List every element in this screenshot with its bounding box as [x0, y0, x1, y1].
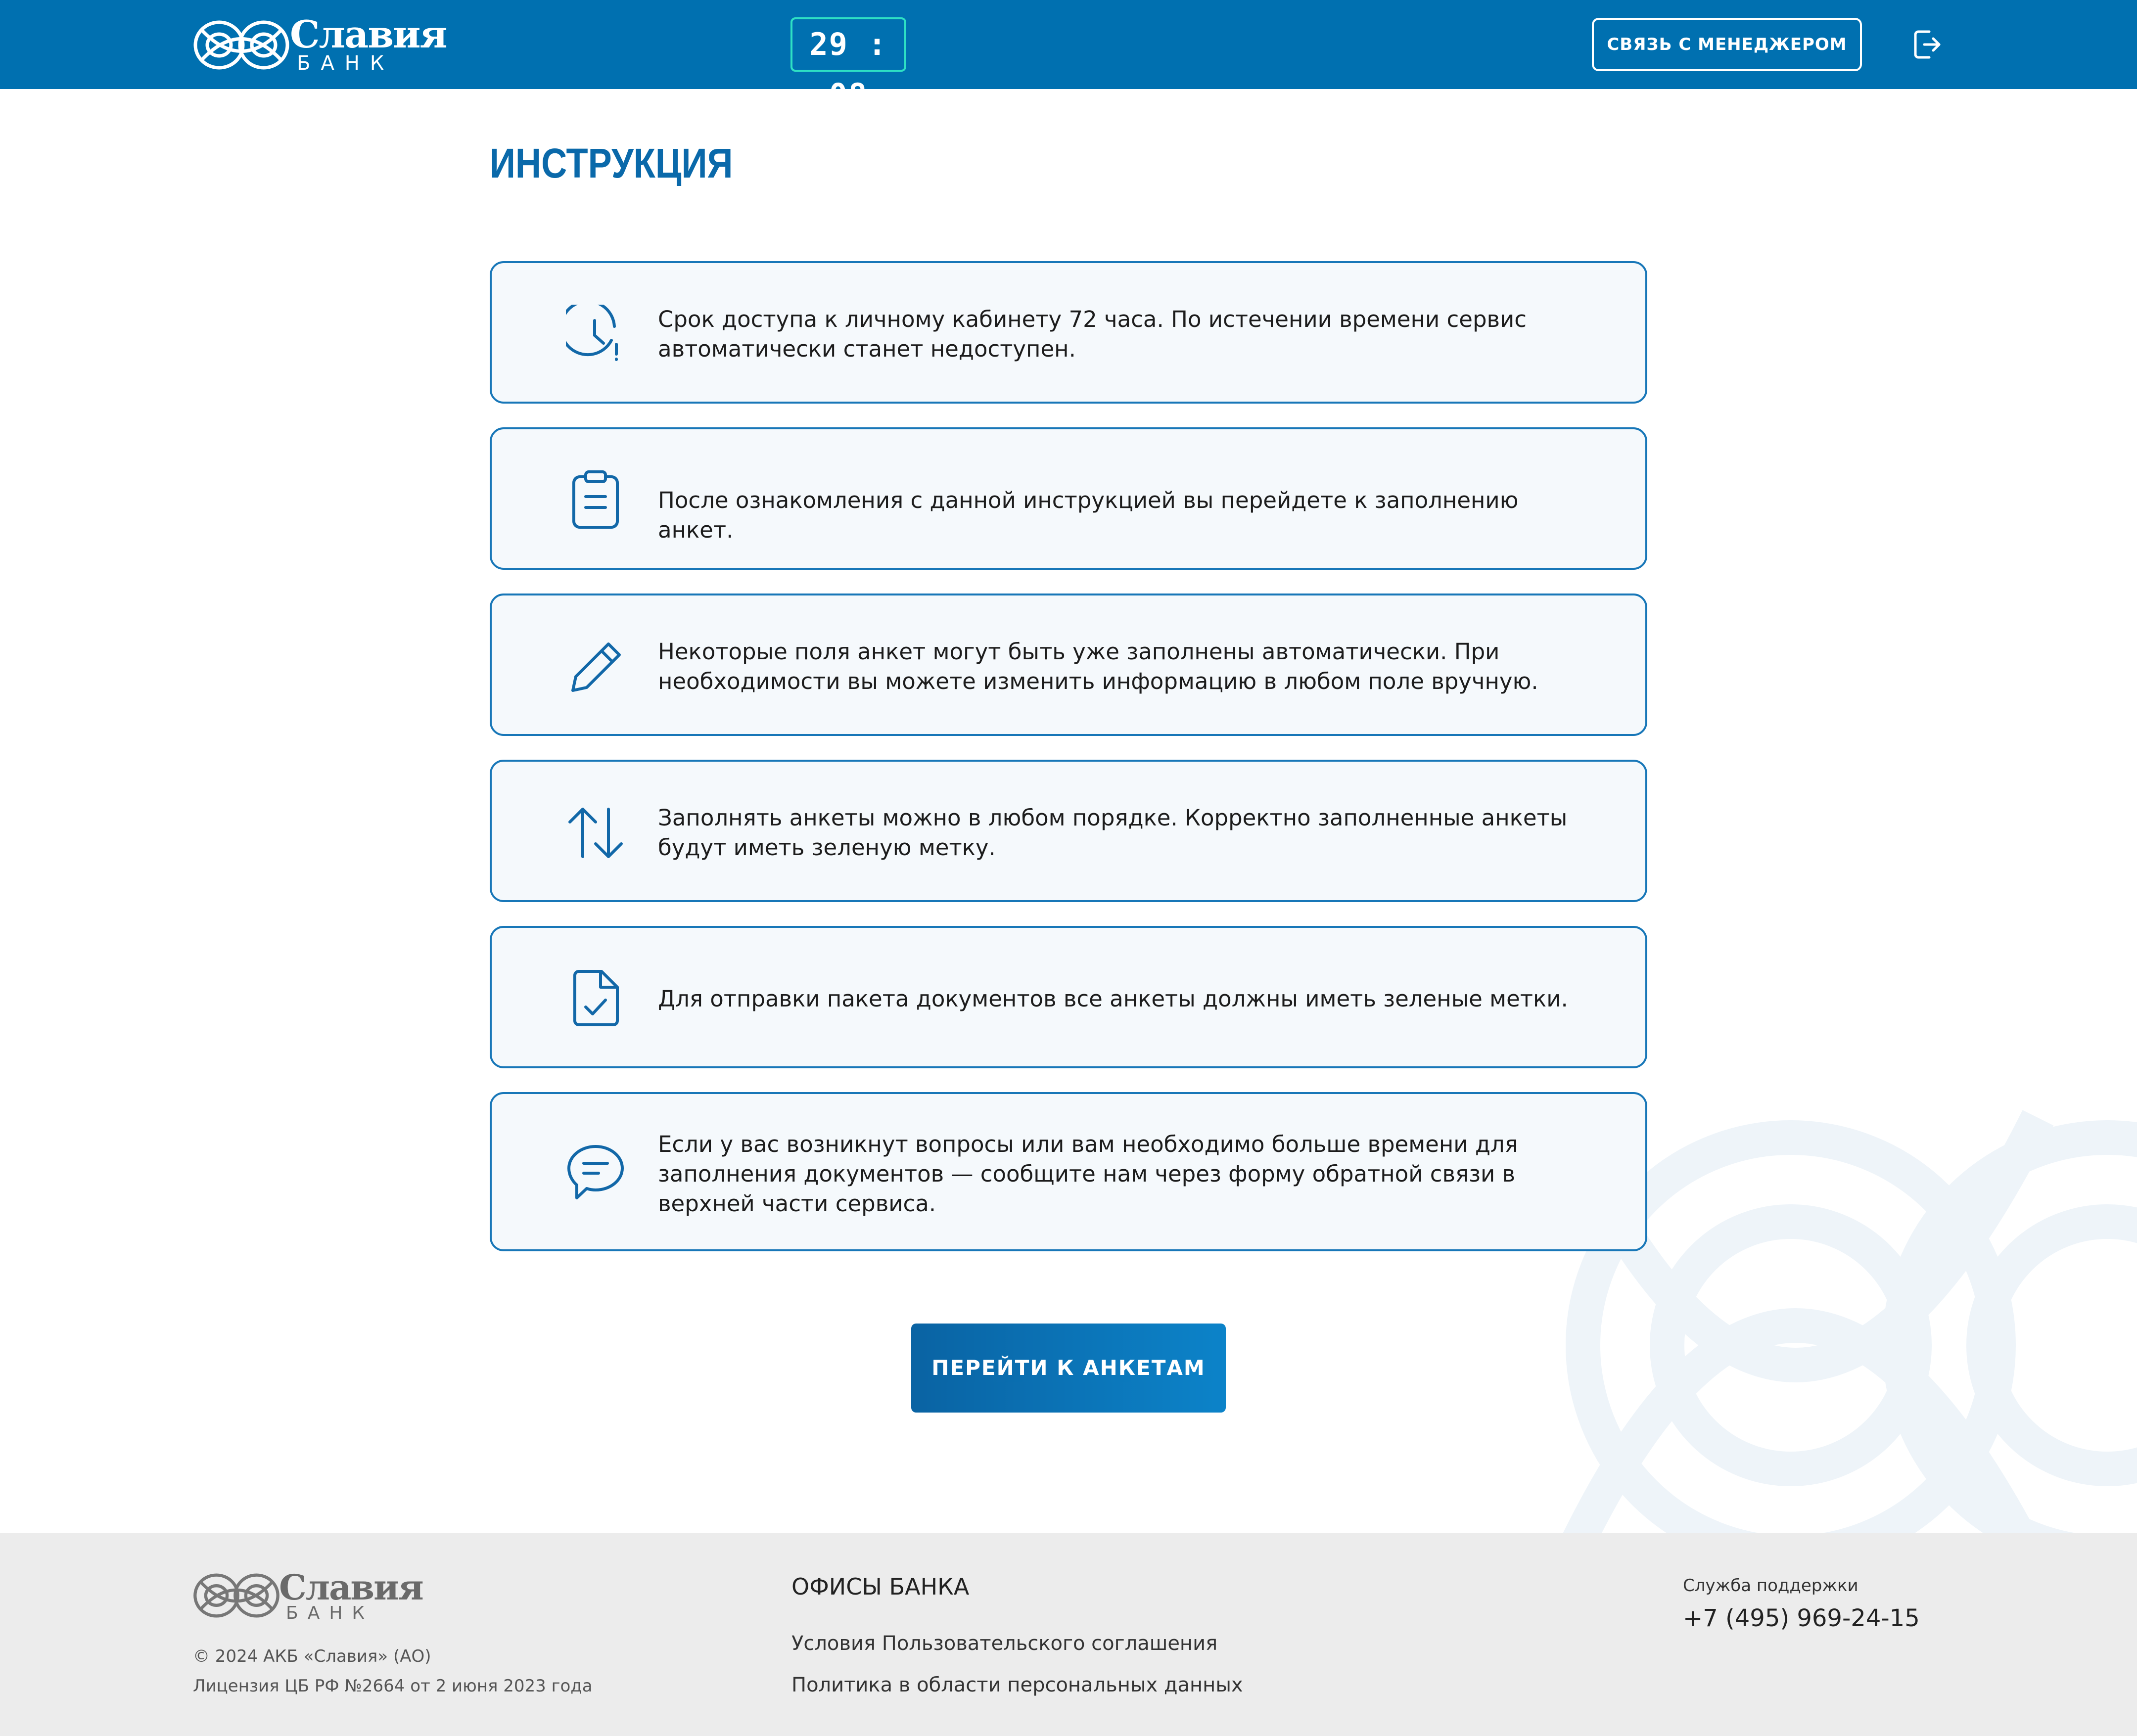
contact-manager-button[interactable]: СВЯЗЬ С МЕНЕДЖЕРОМ	[1592, 18, 1862, 71]
knot-logo-icon	[192, 18, 291, 72]
document-check-icon	[566, 968, 625, 1028]
logout-icon[interactable]	[1909, 27, 1945, 62]
session-timer: 29 : 08	[790, 17, 906, 72]
top-bar	[0, 0, 2137, 113]
logo-wordmark: Славия	[290, 12, 447, 56]
card-text: После ознакомления с данной инструкцией вы перейдете к заполнению анкет.	[658, 487, 1519, 543]
card-text: Срок доступа к личному кабинету 72 часа. По истечении времени сервис автоматически станет недоступен.	[658, 306, 1527, 362]
instruction-card	[490, 427, 1647, 570]
support-label: Служба поддержки	[1683, 1576, 1858, 1596]
page-title: ИНСТРУКЦИЯ	[490, 140, 733, 186]
logo-wordmark: Славия	[279, 1567, 423, 1608]
privacy-policy-link[interactable]: Политика в области персональных данных	[791, 1674, 1243, 1696]
sort-arrows-icon	[566, 803, 625, 863]
card-text: Если у вас возникнут вопросы или вам необходимо больше времени для заполнения документов — сообщите нам через форму обратной связи в верхней части сервиса.	[658, 1131, 1518, 1217]
pencil-icon	[566, 637, 625, 696]
logo-subtitle: БАНК	[286, 1603, 374, 1623]
card-text: Некоторые поля анкет могут быть уже заполнены автоматически. При необходимости вы можете изменить информацию в любом поле вручную.	[658, 639, 1538, 694]
instruction-card	[490, 594, 1647, 736]
instruction-card	[490, 1092, 1647, 1251]
card-text: Заполнять анкеты можно в любом порядке. Корректно заполненные анкеты будут иметь зеленую метку.	[658, 805, 1568, 861]
support-phone[interactable]: +7 (495) 969-24-15	[1683, 1604, 1920, 1632]
bank-logo[interactable]	[192, 12, 447, 75]
footer-logo[interactable]	[192, 1567, 423, 1623]
copyright-text: © 2024 АКБ «Славия» (АО)	[193, 1646, 431, 1666]
instruction-card	[490, 261, 1647, 404]
footer	[0, 1533, 2137, 1736]
card-text: Для отправки пакета документов все анкеты должны иметь зеленые метки.	[658, 986, 1568, 1012]
user-agreement-link[interactable]: Условия Пользовательского соглашения	[791, 1632, 1218, 1655]
license-text: Лицензия ЦБ РФ №2664 от 2 июня 2023 года	[193, 1676, 593, 1696]
clock-alert-icon	[566, 305, 625, 364]
logo-subtitle: БАНК	[297, 52, 395, 75]
instruction-card	[490, 926, 1647, 1068]
knot-logo-icon	[192, 1571, 281, 1620]
bank-offices-link[interactable]: ОФИСЫ БАНКА	[791, 1573, 970, 1600]
clipboard-icon	[566, 470, 625, 529]
go-to-forms-button[interactable]: ПЕРЕЙТИ К АНКЕТАМ	[911, 1324, 1226, 1413]
instruction-card	[490, 760, 1647, 902]
chat-bubble-icon	[566, 1142, 625, 1202]
